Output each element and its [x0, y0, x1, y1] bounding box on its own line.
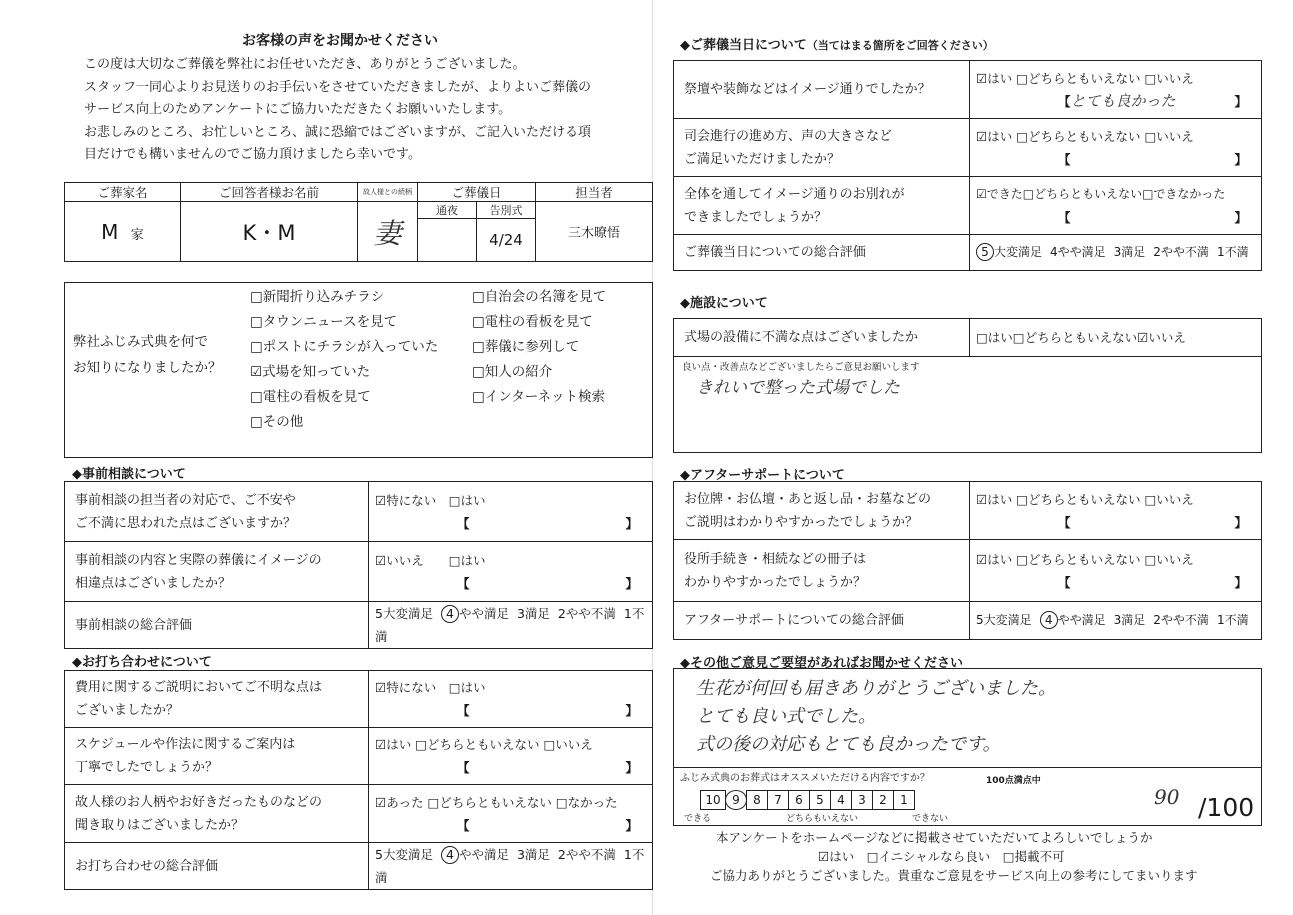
after-q3: アフターサポートについての総合評価: [674, 602, 970, 640]
bracket-right: 】: [1234, 151, 1247, 167]
bracket-left: 【: [1058, 151, 1071, 167]
funeral-value: 4/24: [477, 219, 536, 262]
rating-5-label: 大変満足: [994, 245, 1043, 259]
question-line: 事前相談の内容と実際の葬儀にイメージの: [75, 552, 322, 568]
comment-bracket[interactable]: [375, 814, 652, 837]
answer-choice[interactable]: ☑特にない □はい: [375, 680, 486, 695]
comment-bracket[interactable]: [375, 756, 652, 779]
question-line: わかりやすかったでしょうか？: [684, 574, 867, 590]
pre-q2: [65, 542, 369, 602]
question-line: ご満足いただけましたか？: [684, 151, 841, 167]
rating-4[interactable]: 4やや満足: [1050, 245, 1106, 259]
comment-line: とても良い式でした。: [696, 706, 876, 727]
scale-left-label: できる: [684, 814, 712, 824]
funeral-label: 告別式: [477, 202, 536, 219]
scale-2[interactable]: 2: [872, 790, 894, 810]
question-line: 相違点はございましたか？: [75, 575, 232, 591]
staff-label: 担当者: [536, 183, 653, 202]
comment-bracket[interactable]: [976, 148, 1261, 171]
question-line: 丁寧でしたでしょうか？: [75, 760, 219, 775]
option-other[interactable]: □その他: [250, 414, 304, 430]
bracket-left: 【: [457, 817, 470, 833]
day-q1: 祭壇や装飾などはイメージ通りでしたか？: [674, 61, 970, 119]
intro-line: スタッフ一同心よりお見送りのお手伝いをさせていただきましたが、よりよいご葬儀の: [84, 79, 592, 95]
scale-6[interactable]: 6: [788, 790, 810, 810]
answer-choice[interactable]: ☑はい □どちらともいえない □いいえ: [976, 70, 1194, 86]
bracket-right: 】: [625, 515, 638, 531]
source-question: [73, 329, 222, 381]
bracket-left: 【: [457, 760, 470, 775]
scale-1[interactable]: 1: [893, 790, 915, 810]
score-value: 90: [1154, 785, 1180, 809]
scale-9-circled[interactable]: 9: [725, 790, 747, 810]
wake-label: 通夜: [418, 202, 477, 219]
scale-10[interactable]: 10: [700, 790, 726, 810]
rating-5-circled[interactable]: 5: [976, 243, 994, 261]
question-line: ご不満に思われた点はございますか？: [75, 515, 297, 531]
handwritten-comment: とても良かった: [1070, 91, 1176, 110]
bracket-left: 【: [457, 515, 470, 531]
rating-4-circled[interactable]: 4: [1040, 611, 1058, 629]
comment-bracket[interactable]: [976, 511, 1261, 534]
recommend-question: ふじみ式典のお葬式はオススメいただける内容ですか？: [680, 773, 930, 784]
day-a2: [970, 119, 1262, 177]
after-q1: [674, 482, 970, 540]
day-table: [673, 60, 1262, 271]
answer-choice[interactable]: ☑はい □どちらともいえない □いいえ: [976, 491, 1194, 507]
question-line: 故人様のお人柄やお好きだったものなどの: [75, 794, 323, 810]
day-q2: [674, 119, 970, 177]
question-line: ご説明はわかりやすかったでしょうか？: [684, 514, 919, 530]
family-name: M: [101, 219, 119, 244]
bracket-right: 】: [1234, 574, 1247, 590]
option-association[interactable]: □自治会の名簿を見て: [472, 289, 607, 305]
other-box[interactable]: [673, 668, 1262, 826]
after-heading: ◆アフターサポートについて: [680, 468, 845, 483]
other-heading: ◆その他ご意見ご要望があればお聞かせください: [680, 656, 963, 671]
comment-line: 式の後の対応もとても良かったです。: [696, 734, 1001, 755]
intro-line: この度は大切なご葬儀を弊社にお任せいただき、ありがとうございました。: [84, 57, 526, 72]
score-label: 100点満点中: [986, 776, 1041, 786]
pre-q1: [65, 482, 369, 542]
bracket-left: 【: [457, 703, 470, 718]
option-empty: [472, 411, 650, 433]
source-question-line: お知りになりましたか？: [73, 360, 222, 376]
scale-3[interactable]: 3: [851, 790, 873, 810]
relation-value: 妻: [358, 202, 418, 262]
rating-1[interactable]: 1不満: [1216, 245, 1249, 259]
rating-2[interactable]: 2やや不満: [1153, 245, 1209, 259]
family-suffix: 家: [130, 227, 144, 243]
bracket-right: 】: [625, 760, 638, 775]
meeting-a2: [369, 728, 653, 785]
rating-3[interactable]: 3満足: [516, 606, 550, 621]
option-town-news[interactable]: □タウンニュースを見て: [250, 314, 398, 330]
day-heading-note: （当てはまる箇所をご回答ください）: [806, 39, 994, 52]
bracket-left: 【: [1058, 574, 1071, 590]
scale-8[interactable]: 8: [746, 790, 768, 810]
answer-choice[interactable]: ☑はい □どちらともいえない □いいえ: [976, 551, 1194, 567]
meeting-q3: [65, 785, 369, 843]
answer-choice[interactable]: ☑はい □どちらともいえない □いいえ: [375, 737, 593, 752]
facility-table: [673, 318, 1262, 453]
comment-bracket[interactable]: [375, 572, 652, 595]
thanks-text: ご協力ありがとうございました。貴重なご意見をサービス向上の参考にしてまいります: [710, 868, 1198, 883]
facility-q1: 式場の設備に不満な点はございましたか: [674, 319, 970, 357]
after-table: [673, 481, 1262, 640]
info-table: [64, 182, 653, 262]
question-line: 事前相談の担当者の対応で、ご不安や: [75, 492, 296, 508]
question-line: 司会進行の進め方、声の大きさなど: [684, 128, 893, 144]
day-a1: [970, 61, 1262, 119]
bracket-right: 】: [1234, 93, 1247, 109]
meeting-a1: [369, 671, 653, 728]
staff-value: 三木暸悟: [536, 202, 653, 262]
bracket-right: 】: [1234, 209, 1247, 225]
comment-bracket[interactable]: [375, 512, 652, 535]
intro-line: サービス向上のためアンケートにご協力いただきたくお願いいたします。: [84, 102, 512, 117]
option-newspaper[interactable]: □新聞折り込みチラシ: [250, 289, 385, 305]
after-rating[interactable]: [970, 602, 1262, 640]
bracket-right: 】: [625, 703, 638, 718]
bracket-left: 【: [457, 575, 470, 591]
rating-4-circled[interactable]: 4: [441, 846, 459, 864]
pre-a2: [369, 542, 653, 602]
respondent-value: K・M: [181, 202, 358, 262]
divider: [674, 767, 1261, 768]
question-line: 役所手続き・相続などの冊子は: [684, 551, 867, 567]
meeting-q1: [65, 671, 369, 728]
rating-1[interactable]: 1不満: [375, 847, 645, 885]
scale-5[interactable]: 5: [809, 790, 831, 810]
publish-question: 本アンケートをホームページなどに掲載させていただいてよろしいでしょうか: [716, 830, 1153, 845]
bracket-right: 】: [625, 575, 638, 591]
option-internet[interactable]: □インターネット検索: [472, 389, 606, 405]
score-max: /100: [1198, 793, 1255, 822]
meeting-heading: ◆お打ち合わせについて: [72, 655, 212, 670]
question-line: 聞き取りはございましたか？: [75, 817, 245, 833]
facility-note: 良い点・改善点などございましたらご意見お願いします: [682, 362, 920, 373]
meeting-table: [64, 670, 653, 890]
answer-choice[interactable]: ☑あった □どちらともいえない □なかった: [375, 794, 618, 810]
meeting-rating[interactable]: [369, 843, 653, 890]
date-label: ご葬儀日: [418, 183, 536, 202]
survey-title: お客様の声をお聞かせください: [242, 33, 438, 49]
bracket-left: 【: [1058, 514, 1071, 530]
answer-choice[interactable]: ☑いいえ □はい: [375, 552, 486, 568]
intro-text: [84, 54, 591, 167]
answer-choice[interactable]: ☑特にない □はい: [375, 492, 486, 508]
facility-a1[interactable]: □はい□どちらともいえない☑いいえ: [970, 319, 1262, 357]
rating-2[interactable]: 2やや不満: [1153, 613, 1209, 627]
question-line: 費用に関するご説明においてご不明な点は: [75, 680, 323, 695]
pre-consult-table: [64, 481, 653, 649]
pre-q3: 事前相談の総合評価: [65, 602, 369, 649]
other-comments: [696, 675, 1056, 759]
rating-4-circled[interactable]: 4: [441, 605, 459, 623]
rating-4-label: やや満足: [1057, 613, 1106, 627]
day-heading: [680, 34, 994, 53]
day-rating[interactable]: [970, 235, 1262, 271]
family-label: ご葬家名: [65, 183, 181, 202]
pre-a1: [369, 482, 653, 542]
rating-2[interactable]: 2やや不満: [557, 847, 616, 862]
wake-value: [418, 219, 477, 262]
meeting-q4: お打ち合わせの総合評価: [65, 843, 369, 890]
rating-4-label: やや満足: [458, 847, 509, 862]
relation-label: 故人様との続柄: [358, 183, 418, 202]
comment-bracket[interactable]: [976, 206, 1261, 229]
question-line: できましたでしょうか？: [684, 209, 828, 225]
after-a2: [970, 540, 1262, 602]
facility-comment: きれいで整った式場でした: [696, 378, 900, 398]
comment-line: 生花が何回も届きありがとうございました。: [696, 678, 1056, 699]
facility-heading: ◆施設について: [680, 296, 768, 311]
rating-5[interactable]: 5大変満足: [976, 613, 1032, 627]
bracket-right: 】: [625, 817, 638, 833]
question-line: お位牌・お仏壇・あと返し品・お墓などの: [684, 491, 932, 507]
pre-rating[interactable]: [369, 602, 653, 649]
scale-4[interactable]: 4: [830, 790, 852, 810]
day-q3: [674, 177, 970, 235]
source-question-line: 弊社ふじみ式典を何で: [73, 334, 208, 350]
meeting-q2: [65, 728, 369, 785]
bracket-left: 【: [1058, 209, 1071, 225]
rating-1[interactable]: 1不満: [1216, 613, 1249, 627]
publish-answer[interactable]: ☑はい □イニシャルなら良い □掲載不可: [818, 849, 1065, 864]
facility-comment-box[interactable]: [674, 357, 1262, 453]
option-knew-hall[interactable]: ☑式場を知っていた: [250, 364, 371, 380]
rating-1[interactable]: 1不満: [375, 606, 645, 644]
question-line: 全体を通してイメージ通りのお別れが: [684, 186, 905, 202]
family-value: [65, 202, 181, 262]
recommend-scale[interactable]: [700, 790, 914, 810]
meeting-a3: [369, 785, 653, 843]
rating-3[interactable]: 3満足: [516, 847, 550, 862]
bracket-right: 】: [1234, 514, 1247, 530]
answer-choice[interactable]: ☑はい □どちらともいえない □いいえ: [976, 128, 1194, 144]
option-referral[interactable]: □知人の紹介: [472, 364, 553, 380]
intro-line: 目だけでも構いませんのでご協力頂けましたら幸いです。: [84, 147, 421, 162]
after-q2: [674, 540, 970, 602]
option-pole-sign-2[interactable]: □電柱の看板を見て: [250, 389, 371, 405]
rating-3[interactable]: 3満足: [1113, 245, 1146, 259]
day-heading-text: ◆ご葬儀当日について: [680, 38, 807, 53]
answer-choice[interactable]: ☑できた□どちらともいえない□できなかった: [976, 186, 1226, 201]
rating-2[interactable]: 2やや不満: [557, 606, 616, 621]
rating-5[interactable]: 5大変満足: [375, 606, 433, 621]
source-options: [250, 286, 650, 433]
scale-mid-label: どちらもいえない: [786, 814, 859, 824]
bracket-left: 【: [1058, 93, 1071, 109]
after-a1: [970, 482, 1262, 540]
rating-4-label: やや満足: [458, 606, 509, 621]
question-line: スケジュールや作法に関するご案内は: [75, 737, 296, 752]
source-box: [64, 282, 653, 458]
comment-bracket[interactable]: [976, 571, 1261, 594]
rating-5[interactable]: 5大変満足: [375, 847, 433, 862]
option-attended[interactable]: □葬儀に参列して: [472, 339, 580, 355]
day-a3: [970, 177, 1262, 235]
comment-bracket[interactable]: [976, 90, 1261, 113]
scale-right-label: できない: [912, 814, 949, 824]
respondent-label: ご回答者様お名前: [181, 183, 358, 202]
option-flyer[interactable]: □ポストにチラシが入っていた: [250, 339, 439, 355]
pre-consult-heading: ◆事前相談について: [72, 467, 186, 482]
question-line: ございましたか？: [75, 703, 180, 718]
day-q4: ご葬儀当日についての総合評価: [674, 235, 970, 271]
option-pole-sign[interactable]: □電柱の看板を見て: [472, 314, 593, 330]
intro-line: お悲しみのところ、お忙しいところ、誠に恐縮ではございますが、ご記入いただける項: [84, 124, 592, 140]
rating-3[interactable]: 3満足: [1113, 613, 1146, 627]
comment-bracket[interactable]: [375, 699, 652, 722]
scale-7[interactable]: 7: [767, 790, 789, 810]
